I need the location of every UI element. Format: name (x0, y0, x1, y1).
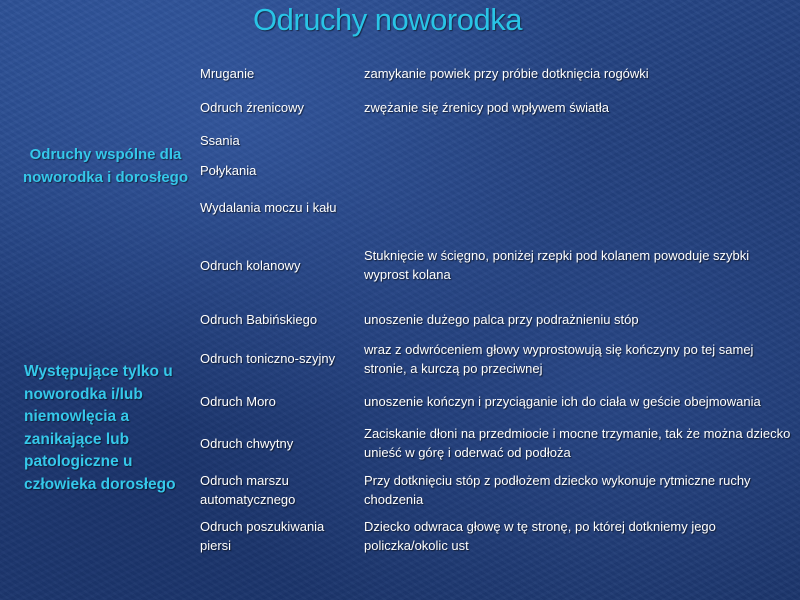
reflex-description: zwężanie się źrenicy pod wpływem światła (364, 100, 609, 115)
group-label-common: Odruchy wspólne dla noworodka i dorosłego (22, 146, 188, 186)
reflex-name: Ssania (200, 133, 240, 148)
reflex-name: Wydalania moczu i kału (200, 200, 337, 215)
group-label-infant-only: Występujące tylko u noworodka i/lub niemowlęcia a zanikające lub patologiczne u człowieka dorosłego (24, 363, 176, 493)
reflex-name: Odruch Moro (200, 394, 276, 409)
reflex-description: Przy dotknięciu stóp z podłożem dziecko wykonuje rytmiczne ruchy chodzenia (364, 473, 751, 507)
reflex-description: wraz z odwróceniem głowy wyprostowują się kończyny po tej samej stronie, a kurczą po przeciwnej (364, 342, 754, 376)
reflex-name: Połykania (200, 163, 257, 178)
reflex-description: unoszenie dużego palca przy podrażnieniu stóp (364, 312, 639, 327)
reflex-name: Odruch chwytny (200, 436, 294, 451)
reflex-description: Dziecko odwraca głowę w tę stronę, po której dotkniemy jego policzka/okolic ust (364, 519, 716, 553)
reflex-name: Odruch źrenicowy (200, 100, 305, 115)
slide-title: Odruchy noworodka (253, 2, 522, 37)
reflex-name: Odruch poszukiwania piersi (200, 519, 325, 553)
reflex-description: zamykanie powiek przy próbie dotknięcia rogówki (364, 66, 649, 81)
reflex-name: Mruganie (200, 66, 255, 81)
reflex-name: Odruch kolanowy (200, 258, 301, 273)
reflex-name: Odruch toniczno-szyjny (200, 351, 336, 366)
reflex-name: Odruch marszu automatycznego (200, 473, 296, 507)
reflex-description: unoszenie kończyn i przyciąganie ich do ciała w geście obejmowania (364, 394, 761, 409)
reflex-description: Zaciskanie dłoni na przedmiocie i mocne trzymanie, tak że można dziecko unieść w górę i oderwać od podłoża (364, 426, 791, 460)
reflex-name: Odruch Babińskiego (200, 312, 318, 327)
reflex-description: Stuknięcie w ścięgno, poniżej rzepki pod kolanem powoduje szybki wyprost kolana (364, 248, 750, 282)
